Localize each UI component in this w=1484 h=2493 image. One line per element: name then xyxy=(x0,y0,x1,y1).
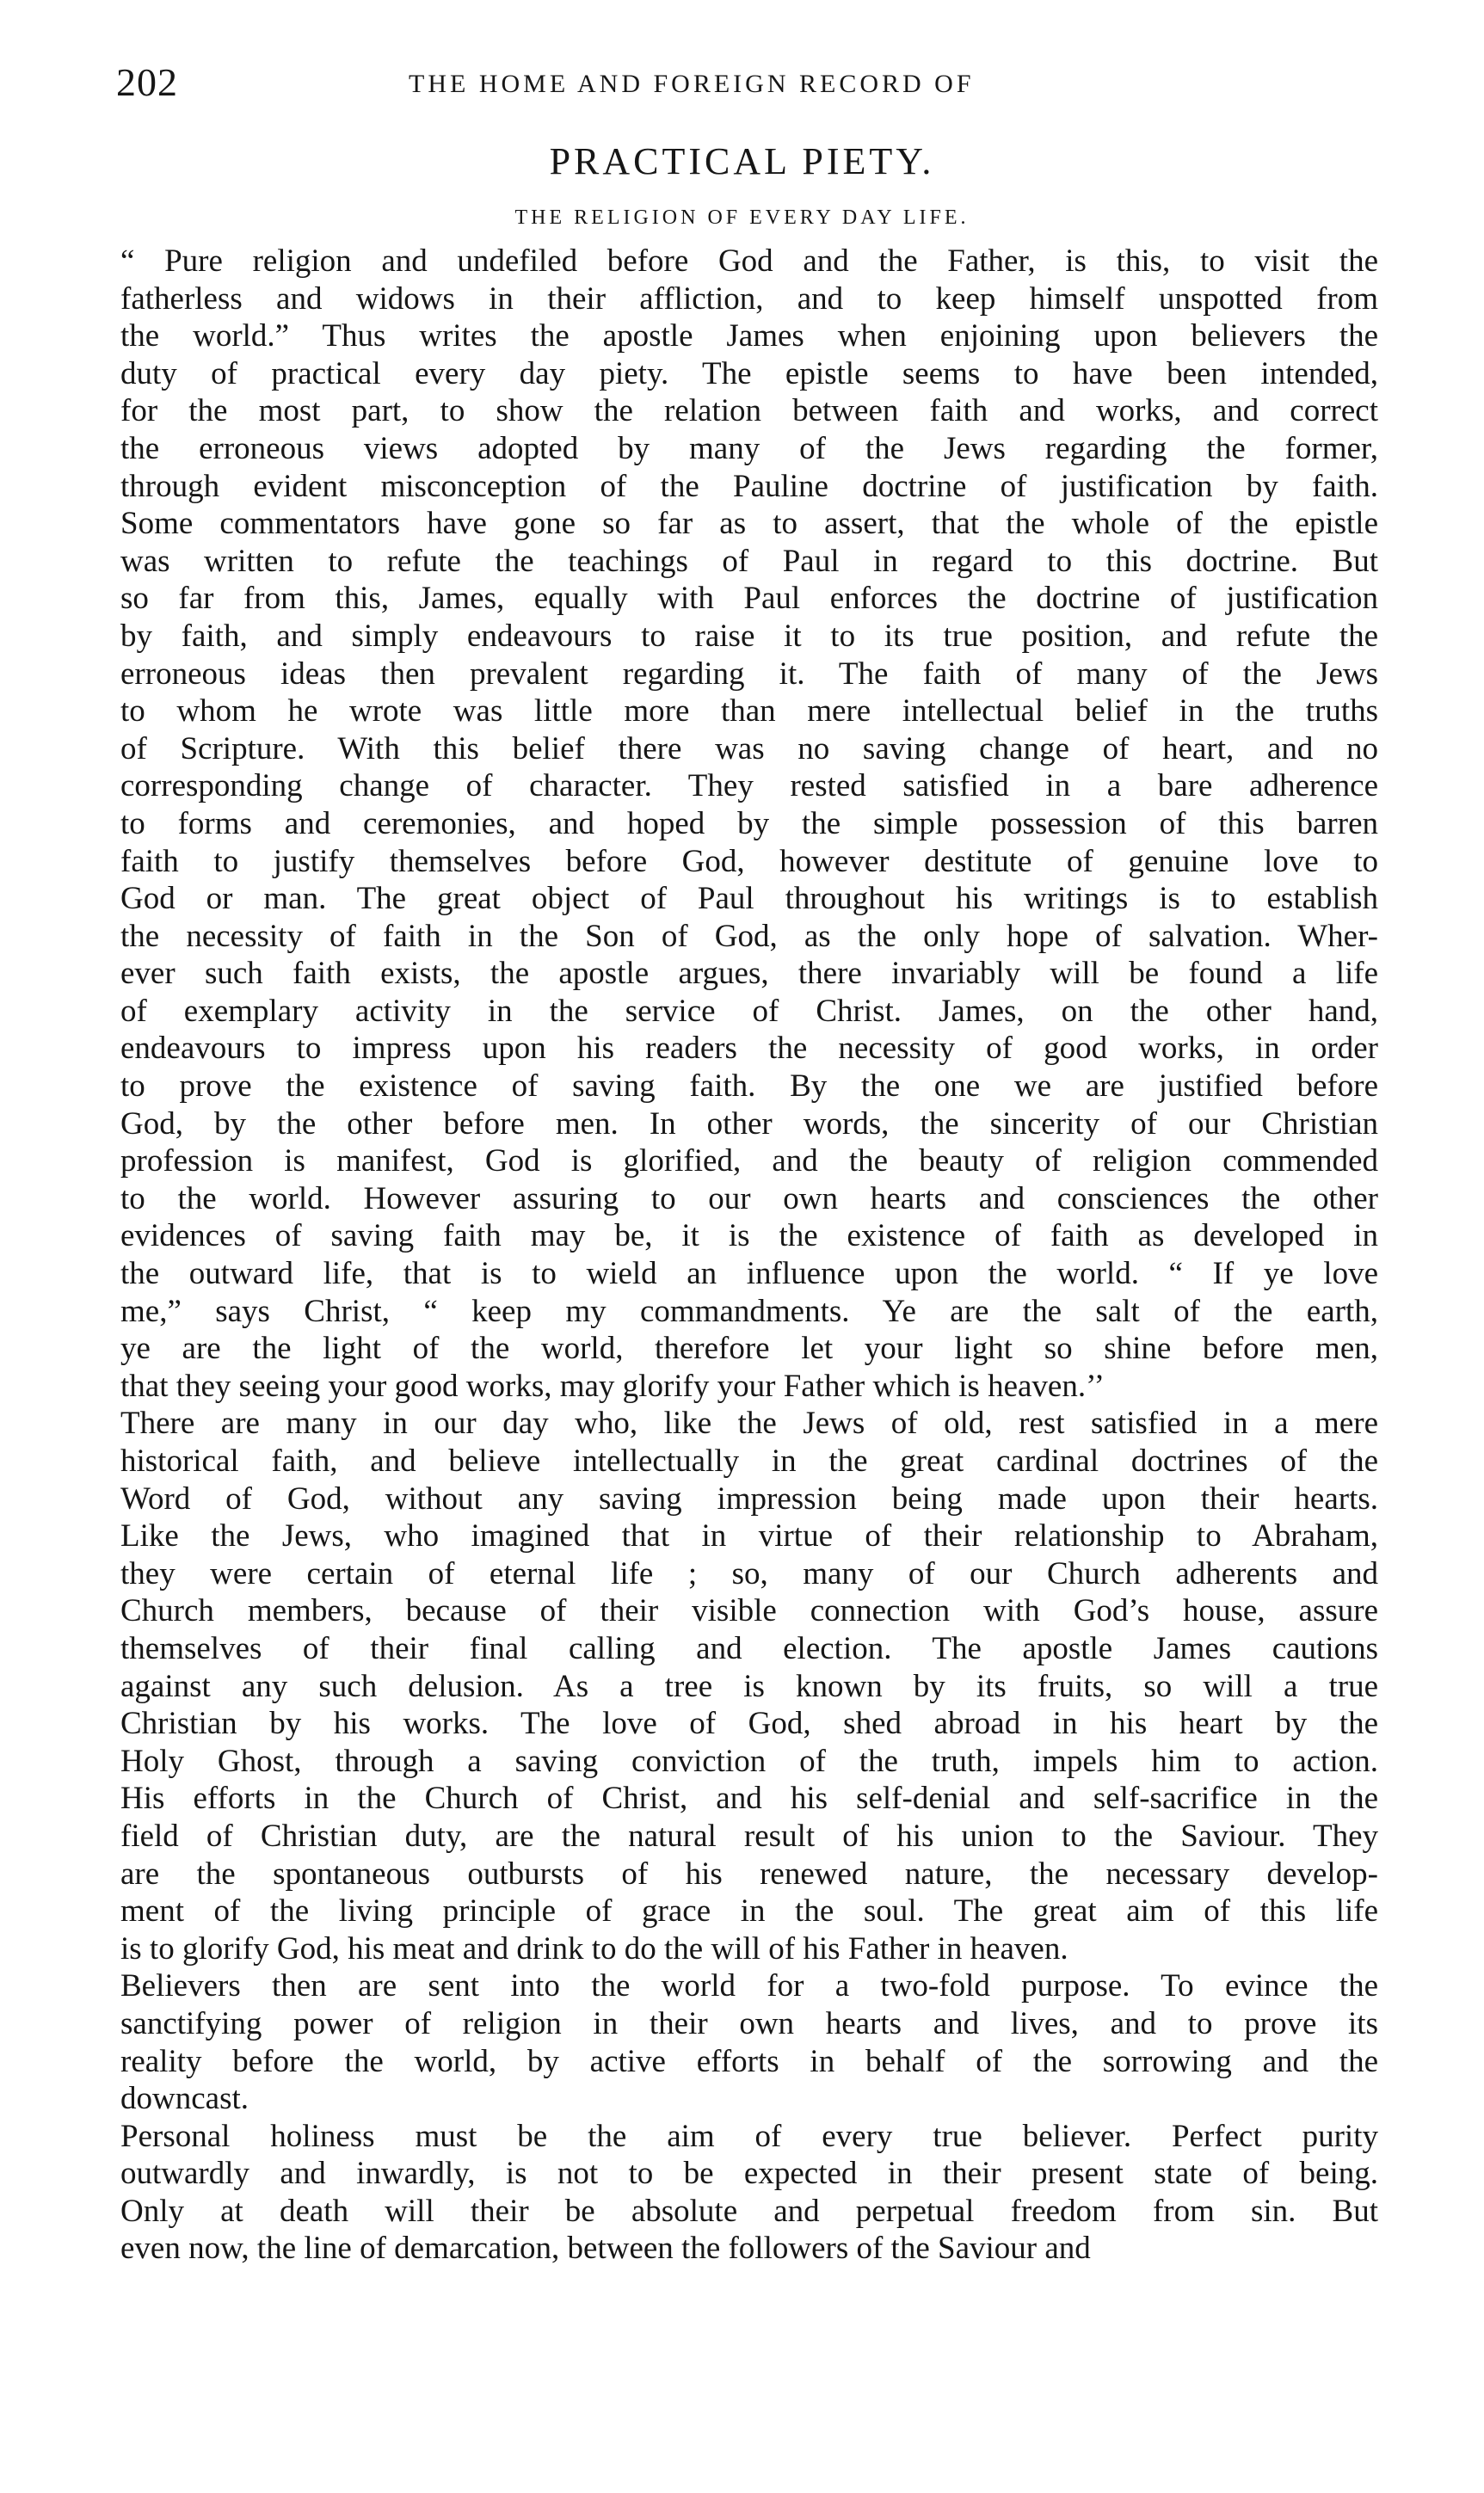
text-line: His efforts in the Church of Christ, and his self-denial and self-sacrifice in the xyxy=(120,1781,1378,1817)
text-line: against any such delusion. As a tree is known by its fruits, so will a true xyxy=(120,1668,1378,1704)
text-line: they were certain of eternal life ; so, many of our Church adherents and xyxy=(120,1555,1378,1591)
text-line: the necessity of faith in the Son of God, as the only hope of salvation. Wher- xyxy=(120,918,1378,954)
text-line: Personal holiness must be the aim of every true believer. Perfect purity xyxy=(120,2118,1378,2154)
text-line: even now, the line of demarcation, between the followers of the Saviour and xyxy=(120,2231,1091,2267)
running-head xyxy=(116,57,1376,108)
text-line: Believers then are sent into the world for a two-fold purpose. To evince the xyxy=(120,1968,1378,2004)
article-subtitle: THE RELIGION OF EVERY DAY LIFE. xyxy=(514,206,970,229)
text-line: corresponding change of character. They rested satisfied in a bare adherence xyxy=(120,768,1378,804)
text-line: sanctifying power of religion in their own hearts and lives, and to prove its xyxy=(120,2005,1378,2041)
paragraph xyxy=(120,1405,1378,1967)
text-line: that they seeing your good works, may glorify your Father which is heaven.’’ xyxy=(120,1368,1105,1404)
text-line: Like the Jews, who imagined that in virtue of their relationship to Abraham, xyxy=(120,1518,1378,1554)
journal-title: THE HOME AND FOREIGN RECORD OF xyxy=(409,70,975,98)
text-line: for the most part, to show the relation between faith and works, and correct xyxy=(120,393,1378,429)
text-line: of Scripture. With this belief there was no saving change of heart, and no xyxy=(120,730,1378,766)
text-line: Word of God, without any saving impression being made upon their hearts. xyxy=(120,1480,1378,1517)
text-line: endeavours to impress upon his readers the necessity of good works, in order xyxy=(120,1031,1378,1067)
text-line: fatherless and widows in their affliction, and to keep himself unspotted from xyxy=(120,280,1378,317)
text-line: me,” says Christ, “ keep my commandments. Ye are the salt of the earth, xyxy=(120,1293,1378,1329)
text-line: faith to justify themselves before God, however destitute of genuine love to xyxy=(120,843,1378,879)
text-line: Holy Ghost, through a saving conviction of the truth, impels him to action. xyxy=(120,1743,1378,1779)
text-line: There are many in our day who, like the Jews of old, rest satisfied in a mere xyxy=(120,1406,1378,1442)
text-line: Christian by his works. The love of God, shed abroad in his heart by the xyxy=(120,1706,1378,1742)
text-line: so far from this, James, equally with Paul enforces the doctrine of justification xyxy=(120,581,1378,617)
text-line: outwardly and inwardly, is not to be expected in their present state of being. xyxy=(120,2156,1378,2192)
text-line: God, by the other before men. In other words, the sincerity of our Christian xyxy=(120,1105,1378,1142)
text-line: duty of practical every day piety. The epistle seems to have been intended, xyxy=(120,355,1378,391)
text-line: evidences of saving faith may be, it is the existence of faith as developed in xyxy=(120,1218,1378,1254)
text-line: the erroneous views adopted by many of the Jews regarding the former, xyxy=(120,430,1378,466)
text-line: field of Christian duty, are the natural result of his union to the Saviour. They xyxy=(120,1818,1378,1854)
text-line: ye are the light of the world, therefore let your light so shine before men, xyxy=(120,1331,1378,1367)
text-line: God or man. The great object of Paul throughout his writings is to establish xyxy=(120,881,1378,917)
text-line: is to glorify God, his meat and drink to do the will of his Father in heaven. xyxy=(120,1930,1068,1967)
page-number: 202 xyxy=(116,60,178,104)
text-line: themselves of their final calling and election. The apostle James cautions xyxy=(120,1630,1378,1666)
text-line: downcast. xyxy=(120,2081,249,2117)
text-line: are the spontaneous outbursts of his renewed nature, the necessary develop- xyxy=(120,1856,1378,1892)
text-line: to whom he wrote was little more than mere intellectual belief in the truths xyxy=(120,693,1378,729)
paragraph xyxy=(120,1967,1378,2117)
text-line: historical faith, and believe intellectually in the great cardinal doctrines of the xyxy=(120,1443,1378,1479)
text-line: ever such faith exists, the apostle argues, there invariably will be found a life xyxy=(120,956,1378,992)
text-line: profession is manifest, God is glorified, and the beauty of religion commended xyxy=(120,1143,1378,1179)
text-line: “ Pure religion and undefiled before God and the Father, is this, to visit the xyxy=(120,243,1378,279)
paragraph xyxy=(120,2118,1378,2268)
text-line: reality before the world, by active efforts in behalf of the sorrowing and the xyxy=(120,2043,1378,2079)
text-line: Church members, because of their visible connection with God’s house, assure xyxy=(120,1593,1378,1629)
article-body xyxy=(120,243,1378,2268)
text-line: the outward life, that is to wield an influence upon the world. “ If ye love xyxy=(120,1256,1378,1292)
text-line: by faith, and simply endeavours to raise it to its true position, and refute the xyxy=(120,618,1378,654)
text-line: ment of the living principle of grace in the soul. The great aim of this life xyxy=(120,1893,1378,1930)
text-line: Only at death will their be absolute and perpetual freedom from sin. But xyxy=(120,2193,1378,2229)
article-title: PRACTICAL PIETY. xyxy=(549,140,935,182)
text-line: to forms and ceremonies, and hoped by the simple possession of this barren xyxy=(120,805,1378,841)
text-line: erroneous ideas then prevalent regarding it. The faith of many of the Jews xyxy=(120,656,1378,692)
text-line: Some commentators have gone so far as to assert, that the whole of the epistle xyxy=(120,506,1378,542)
text-line: to the world. However assuring to our own hearts and consciences the other xyxy=(120,1180,1378,1216)
text-line: to prove the existence of saving faith. By the one we are justified before xyxy=(120,1068,1378,1105)
text-line: of exemplary activity in the service of Christ. James, on the other hand, xyxy=(120,993,1378,1029)
paragraph xyxy=(120,243,1378,1405)
text-line: was written to refute the teachings of Paul in regard to this doctrine. But xyxy=(120,543,1378,579)
text-line: through evident misconception of the Pauline doctrine of justification by faith. xyxy=(120,468,1378,504)
text-line: the world.” Thus writes the apostle James when enjoining upon believers the xyxy=(120,318,1378,354)
